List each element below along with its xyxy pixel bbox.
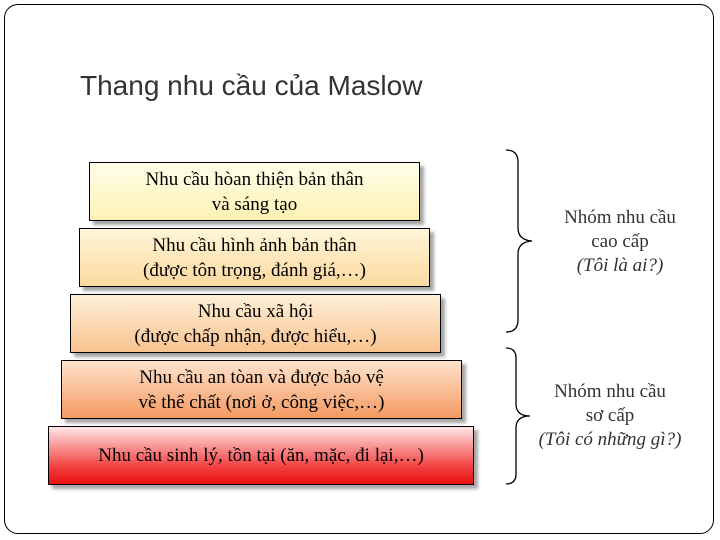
level-line-2: về thể chất (nơi ở, công việc,…)	[138, 391, 385, 413]
pyramid-level-esteem	[79, 228, 430, 287]
level-line-1: Nhu cầu xã hội	[197, 300, 314, 322]
level-line-2: (được tôn trọng, đánh giá,…)	[143, 259, 366, 281]
level-line-1: Nhu cầu hình ảnh bản thân	[152, 234, 357, 256]
level-line-1: Nhu cầu an tòan và được bảo vệ	[139, 366, 384, 388]
group-line-1: Nhóm nhu cầu	[554, 381, 666, 402]
brace-upper-group	[500, 148, 540, 334]
pyramid-level-self-actualization	[89, 162, 420, 221]
group-label-higher-needs	[540, 206, 700, 278]
group-label-basic-needs	[520, 380, 700, 452]
level-line-2: và sáng tạo	[211, 193, 298, 215]
slide-title: Thang nhu cầu của Maslow	[80, 70, 423, 101]
pyramid-level-physiological	[48, 426, 474, 485]
group-question: (Tôi có những gì?)	[538, 429, 682, 450]
pyramid-level-social	[70, 294, 441, 353]
group-question: (Tôi là ai?)	[576, 255, 664, 276]
level-line-2: (được chấp nhận, được hiểu,…)	[134, 325, 377, 347]
level-line-1: Nhu cầu hòan thiện bản thân	[145, 168, 364, 190]
group-line-2: sơ cấp	[585, 405, 635, 426]
group-line-2: cao cấp	[591, 231, 649, 252]
pyramid-level-safety	[61, 360, 462, 419]
group-line-1: Nhóm nhu cầu	[564, 207, 676, 228]
level-line-1: Nhu cầu sinh lý, tồn tại (ăn, mặc, đi lại,…)	[98, 445, 424, 466]
